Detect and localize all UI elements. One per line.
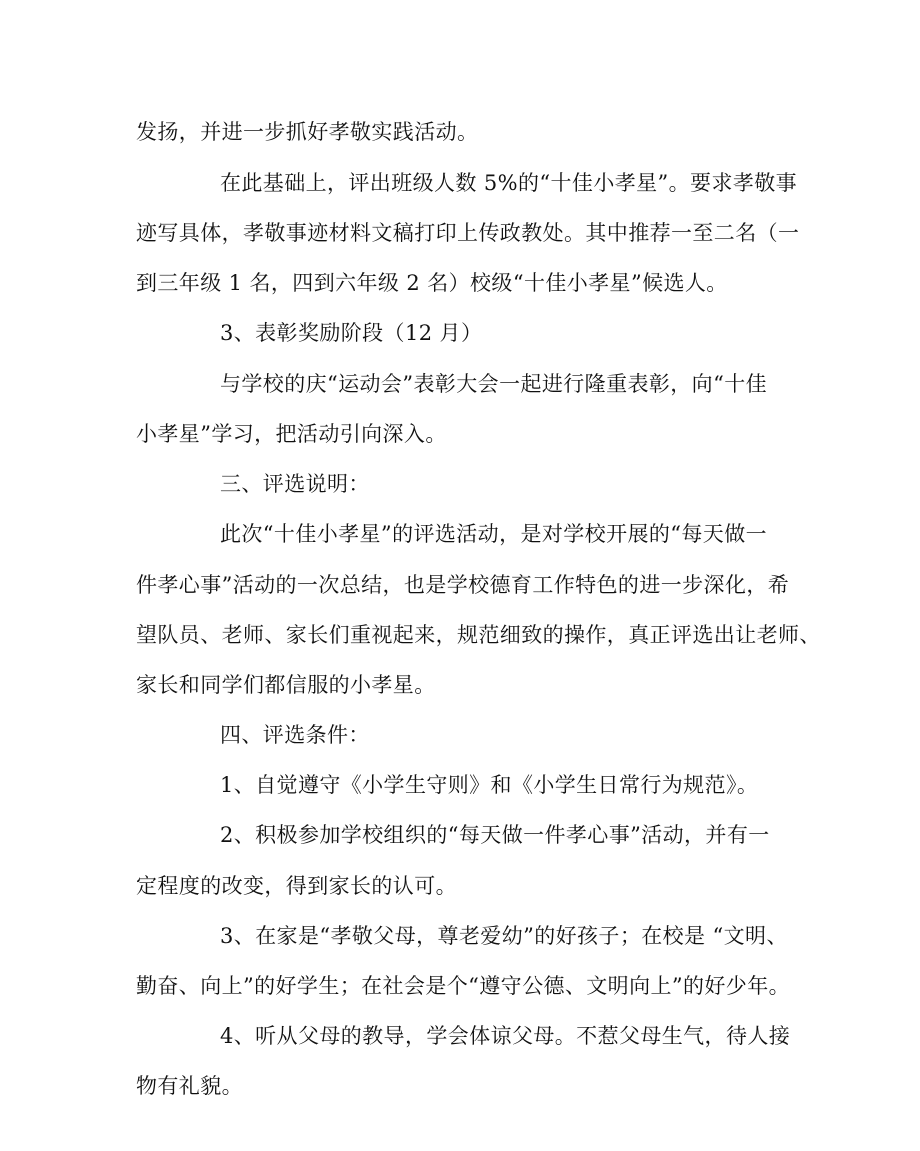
text-line: 1、自觉遵守《小学生守则》和《小学生日常行为规范》。 bbox=[220, 773, 759, 797]
text-line: 件孝心事”活动的一次总结，也是学校德育工作特色的进一步深化，希 bbox=[136, 573, 790, 597]
text-line: 2、积极参加学校组织的“每天做一件孝心事”活动，并有一 bbox=[220, 823, 770, 847]
section-heading: 三、评选说明： bbox=[220, 472, 370, 496]
text-line: 此次“十佳小孝星”的评选活动，是对学校开展的“每天做一 bbox=[220, 522, 768, 546]
text-line: 在此基础上，评出班级人数 5%的“十佳小孝星”。要求孝敬事 bbox=[220, 171, 798, 195]
text-line: 勤奋、向上”的好学生；在社会是个“遵守公德、文明向上”的好少年。 bbox=[136, 974, 791, 998]
text-line: 到三年级 1 名，四到六年级 2 名）校级“十佳小孝星”候选人。 bbox=[136, 271, 728, 295]
section-heading: 四、评选条件： bbox=[220, 723, 370, 747]
text-line: 发扬，并进一步抓好孝敬实践活动。 bbox=[136, 120, 479, 144]
text-line: 4、听从父母的教导，学会体谅父母。不惹父母生气，待人接 bbox=[220, 1024, 791, 1048]
text-line: 物有礼貌。 bbox=[136, 1074, 243, 1098]
text-line: 定程度的改变，得到家长的认可。 bbox=[136, 874, 457, 898]
text-line: 与学校的庆“运动会”表彰大会一起进行隆重表彰，向“十佳 bbox=[220, 372, 768, 396]
text-line: 3、表彰奖励阶段（12 月） bbox=[220, 321, 483, 345]
text-line: 迹写具体，孝敬事迹材料文稿打印上传政教处。其中推荐一至二名（一 bbox=[136, 221, 800, 245]
text-line: 家长和同学们都信服的小孝星。 bbox=[136, 673, 436, 697]
text-line: 3、在家是“孝敬父母，尊老爱幼”的好孩子；在校是 “文明、 bbox=[220, 924, 788, 948]
text-line: 望队员、老师、家长们重视起来，规范细致的操作，真正评选出让老师、 bbox=[136, 623, 821, 647]
text-line: 小孝星”学习，把活动引向深入。 bbox=[136, 422, 447, 446]
